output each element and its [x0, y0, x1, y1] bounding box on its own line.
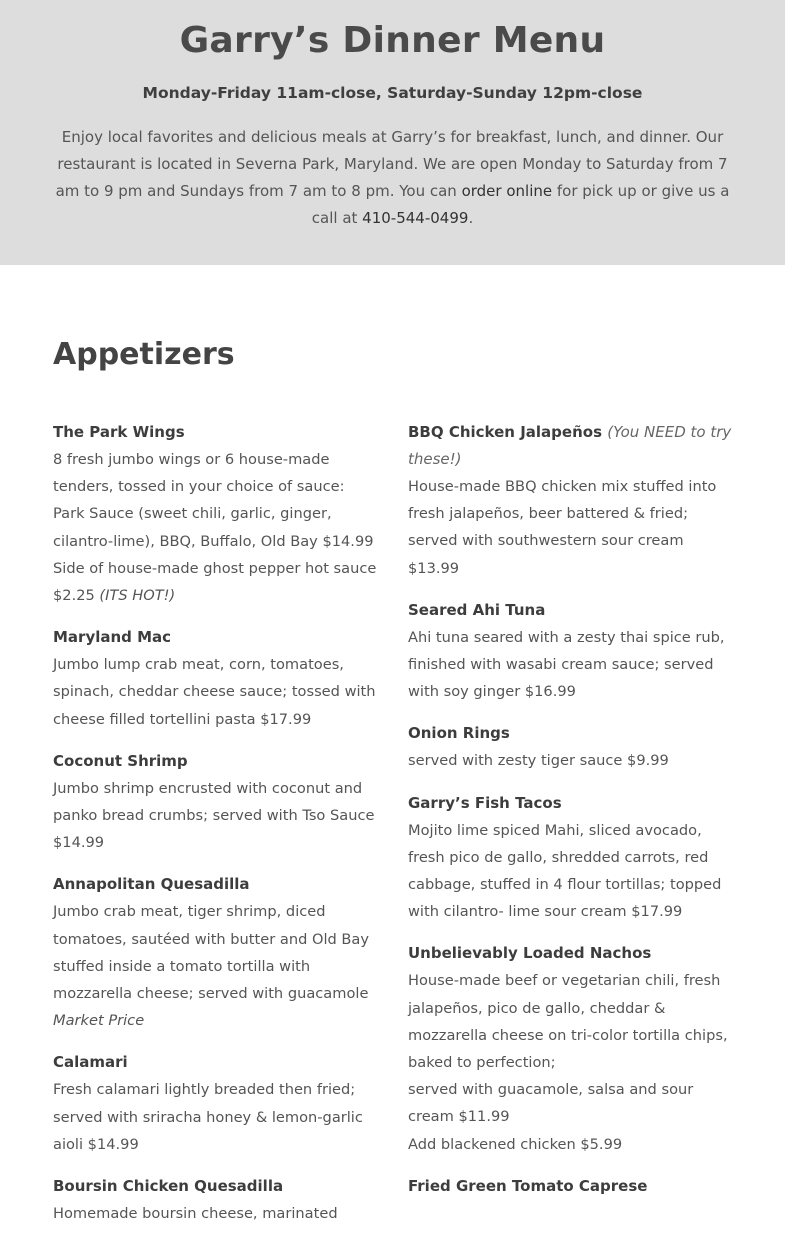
menu-item-name: [53, 624, 380, 651]
menu-item-name: [53, 1173, 380, 1200]
menu-item-price-note: (ITS HOT!): [99, 587, 176, 605]
menu-item: [53, 1049, 380, 1158]
intro-text-end: .: [468, 209, 474, 227]
menu-item-description-text: served with southwestern sour cream $13.99: [408, 532, 684, 577]
menu-item-title: Maryland Mac: [53, 628, 172, 647]
menu-item-name: [53, 871, 380, 898]
intro-text-middle: for pick up or give us a call at: [311, 182, 730, 227]
phone-link[interactable]: 410-544-0499: [362, 209, 469, 227]
menu-item-description: [408, 527, 733, 581]
menu-item: [408, 790, 733, 926]
menu-column-right: [408, 419, 733, 1242]
menu-item-title: Onion Rings: [408, 724, 510, 743]
menu-item-name: [408, 790, 733, 817]
menu-item-description: [408, 817, 733, 926]
menu-item: [408, 419, 733, 582]
menu-item-name: [53, 1049, 380, 1076]
menu-item: [53, 419, 380, 609]
menu-item-name: [408, 597, 733, 624]
menu-item-description: [408, 1131, 733, 1158]
menu-item-name: [53, 748, 380, 775]
menu-item-description-text: Jumbo crab meat, tiger shrimp, diced tomatoes, sautéed with butter and Old Bay stuffed inside a tomato tortilla with mozzarella cheese; served with guacamole: [53, 903, 370, 1003]
menu-item-description-text: House-made beef or vegetarian chili, fresh jalapeños, pico de gallo, cheddar & mozzarella cheese on tri-color tortilla chips, baked to perfection;: [408, 972, 728, 1072]
menu-item-name: [408, 720, 733, 747]
menu-item-title: The Park Wings: [53, 423, 185, 441]
menu-item-description-text: Ahi tuna seared with a zesty thai spice rub, finished with wasabi cream sauce; served with soy ginger $16.99: [408, 628, 725, 701]
menu-item-description: [408, 473, 733, 527]
menu-item: [408, 597, 733, 706]
menu-item-description: [408, 1076, 733, 1130]
intro-paragraph: [50, 124, 736, 232]
menu-item-description-text: Side of house-made ghost pepper hot sauce $2.25: [53, 559, 377, 605]
menu-item-description-text: Jumbo shrimp encrusted with coconut and panko bread crumbs; served with Tso Sauce $14.99: [53, 779, 375, 852]
menu-item-description-text: Mojito lime spiced Mahi, sliced avocado, fresh pico de gallo, shredded carrots, red cabbage, stuffed in 4 flour tortillas; topped with cilantro- lime sour cream $17.99: [408, 821, 722, 921]
menu-item: [53, 624, 380, 733]
menu-item-description: [408, 967, 733, 1076]
menu-item-description-text: 8 fresh jumbo wings or 6 house-made tenders, tossed in your choice of sauce: Park Sauce (sweet chili, garlic, ginger, cilantro-lime), BBQ, Buffalo, Old Bay $14.99: [53, 451, 374, 550]
menu-item-title: Fried Green Tomato Caprese: [408, 1176, 648, 1195]
menu-item: [408, 1173, 733, 1200]
menu-item-title: Seared Ahi Tuna: [408, 600, 546, 619]
menu-item-description-text: served with guacamole, salsa and sour cream $11.99: [408, 1081, 694, 1126]
page-title: Garry’s Dinner Menu: [179, 20, 606, 61]
hours-text: Monday-Friday 11am-close, Saturday-Sunday 12pm-close: [142, 84, 643, 102]
menu-item: [408, 720, 733, 774]
menu-item-description-text: served with zesty tiger sauce $9.99: [408, 752, 669, 770]
menu-item-description: [53, 446, 380, 555]
section-title-appetizers: Appetizers: [53, 337, 235, 372]
order-online-link[interactable]: order online: [461, 182, 553, 200]
menu-item-name: [408, 1173, 733, 1200]
menu-item-description: [53, 651, 380, 733]
menu-item: [53, 748, 380, 857]
menu-item-description: [408, 624, 733, 706]
menu-item-name: [408, 940, 733, 967]
menu-item-description-text: Jumbo lump crab meat, corn, tomatoes, spinach, cheddar cheese sauce; tossed with cheese filled tortellini pasta $17.99: [53, 656, 376, 728]
menu-item-description: [53, 1200, 380, 1227]
menu-columns: [53, 419, 733, 1242]
menu-item: [53, 871, 380, 1034]
menu-item-title: Coconut Shrimp: [53, 751, 188, 770]
menu-item-description-text: Add blackened chicken $5.99: [408, 1135, 623, 1153]
menu-item-description: [53, 1076, 380, 1158]
menu-header: [0, 0, 785, 265]
menu-item-name: [53, 419, 380, 446]
menu-item: [53, 1173, 380, 1227]
intro-text: Enjoy local favorites and delicious meals at Garry’s for breakfast, lunch, and dinner. Our restaurant is located in Severna Park, Maryland. We are open Monday to Saturday from 7 am to 9 pm and Sundays from 7 am to 8 pm. You can: [55, 128, 728, 200]
menu-item-description-text: Homemade boursin cheese, marinated: [53, 1205, 338, 1223]
menu-item-title: Calamari: [53, 1053, 128, 1072]
menu-item-title: Boursin Chicken Quesadilla: [53, 1177, 284, 1196]
menu-item-title: Annapolitan Quesadilla: [53, 875, 250, 894]
menu-item-description-text: Fresh calamari lightly breaded then fried; served with sriracha honey & lemon-garlic aioli $14.99: [53, 1081, 363, 1153]
menu-item-description: [408, 747, 733, 774]
menu-item-description: [53, 775, 380, 857]
menu-item-note: (You NEED to try these!): [408, 423, 732, 468]
menu-item-title: Unbelievably Loaded Nachos: [408, 944, 652, 963]
menu-item: [408, 940, 733, 1157]
menu-item-description: [53, 898, 380, 1034]
menu-item-title: BBQ Chicken Jalapeños: [408, 423, 602, 441]
menu-item-description-text: House-made BBQ chicken mix stuffed into fresh jalapeños, beer battered & fried;: [408, 478, 717, 523]
menu-column-left: [53, 419, 380, 1242]
menu-item-description: [53, 555, 380, 609]
menu-item-title: Garry’s Fish Tacos: [408, 793, 562, 812]
menu-item-price-note: Market Price: [53, 1012, 145, 1030]
menu-item-name: [408, 419, 733, 473]
